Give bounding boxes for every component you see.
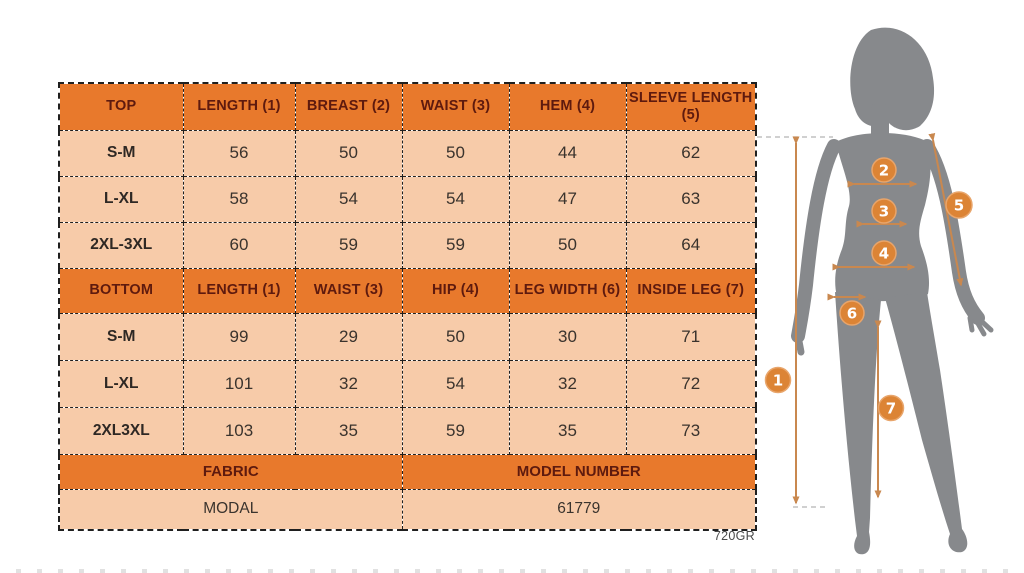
size-label: S-M — [59, 313, 183, 360]
measurement-value: 54 — [402, 176, 509, 222]
top-col-breast: BREAST (2) — [295, 83, 402, 130]
fabric-label: FABRIC — [59, 454, 402, 489]
measurement-value: 101 — [183, 360, 295, 407]
top-section-label: TOP — [59, 83, 183, 130]
measurement-value: 71 — [626, 313, 756, 360]
measurement-value: 54 — [402, 360, 509, 407]
marker-4-label: 4 — [878, 244, 890, 263]
marker-3-label: 3 — [878, 202, 890, 221]
size-label: 2XL-3XL — [59, 222, 183, 268]
measurement-value: 30 — [509, 313, 626, 360]
marker-6 — [840, 301, 864, 325]
bottom-section-label: BOTTOM — [59, 268, 183, 313]
marker-2 — [872, 158, 896, 182]
top-col-length: LENGTH (1) — [183, 83, 295, 130]
marker-7-label: 7 — [885, 399, 897, 418]
measurement-value: 60 — [183, 222, 295, 268]
measurement-value: 103 — [183, 407, 295, 454]
size-label: L-XL — [59, 360, 183, 407]
bottom-col-hip: HIP (4) — [402, 268, 509, 313]
measurement-value: 59 — [295, 222, 402, 268]
measurement-value: 59 — [402, 222, 509, 268]
measurement-value: 63 — [626, 176, 756, 222]
marker-5-label: 5 — [953, 196, 965, 215]
measurement-value: 58 — [183, 176, 295, 222]
measurement-value: 73 — [626, 407, 756, 454]
measurement-value: 56 — [183, 130, 295, 176]
measurement-value: 50 — [402, 313, 509, 360]
marker-7 — [879, 396, 904, 421]
weight-footnote: 720GR — [713, 529, 755, 543]
bottom-col-inside-leg: INSIDE LEG (7) — [626, 268, 756, 313]
fabric-value: MODAL — [59, 489, 402, 530]
measurement-value: 62 — [626, 130, 756, 176]
measurement-value: 50 — [509, 222, 626, 268]
size-label: 2XL3XL — [59, 407, 183, 454]
measurement-value: 72 — [626, 360, 756, 407]
measurement-value: 32 — [509, 360, 626, 407]
measurement-value: 47 — [509, 176, 626, 222]
top-col-sleeve-length: SLEEVE LENGTH (5) — [626, 83, 756, 130]
measurement-value: 29 — [295, 313, 402, 360]
marker-2-label: 2 — [878, 161, 890, 180]
marker-1-label: 1 — [772, 371, 784, 390]
marker-4 — [872, 241, 896, 265]
marker-3 — [872, 199, 896, 223]
measurement-value: 35 — [295, 407, 402, 454]
measurement-value: 32 — [295, 360, 402, 407]
bottom-crop-artifact — [0, 569, 1024, 573]
model-number-value: 61779 — [402, 489, 756, 530]
size-label: S-M — [59, 130, 183, 176]
bottom-col-waist: WAIST (3) — [295, 268, 402, 313]
measurement-value: 44 — [509, 130, 626, 176]
model-number-label: MODEL NUMBER — [402, 454, 756, 489]
measurement-value: 64 — [626, 222, 756, 268]
bottom-col-leg-width: LEG WIDTH (6) — [509, 268, 626, 313]
measurement-value: 50 — [295, 130, 402, 176]
measurement-value: 99 — [183, 313, 295, 360]
top-col-waist: WAIST (3) — [402, 83, 509, 130]
marker-6-label: 6 — [846, 304, 858, 323]
measurement-value: 50 — [402, 130, 509, 176]
measurement-value: 59 — [402, 407, 509, 454]
measurement-value: 35 — [509, 407, 626, 454]
top-col-hem: HEM (4) — [509, 83, 626, 130]
marker-1 — [766, 368, 791, 393]
measurement-value: 54 — [295, 176, 402, 222]
marker-5 — [946, 192, 972, 218]
bottom-col-length: LENGTH (1) — [183, 268, 295, 313]
size-label: L-XL — [59, 176, 183, 222]
woman-silhouette-icon — [798, 28, 991, 555]
